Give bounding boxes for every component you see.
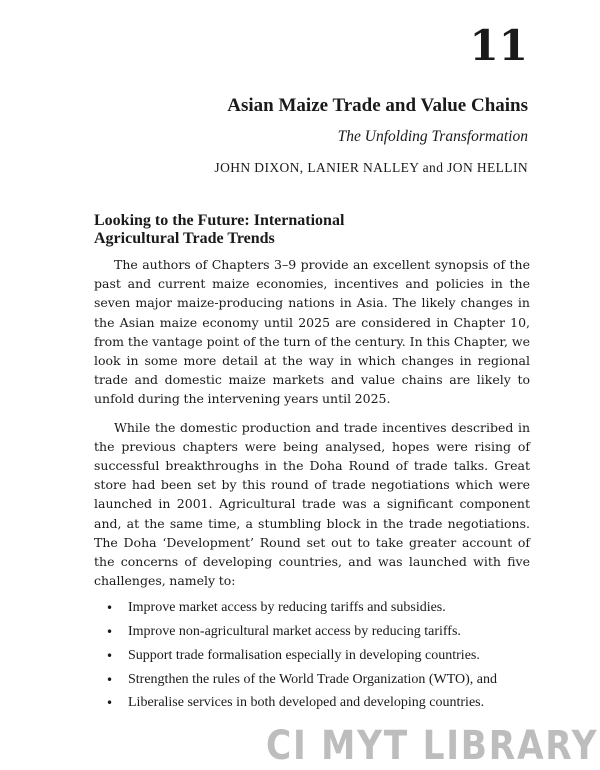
challenges-list <box>94 599 530 712</box>
library-stamp: CI MYT LIBRARY <box>266 723 599 769</box>
bullet-icon: • <box>106 672 114 687</box>
bullet-icon: • <box>106 696 114 711</box>
paragraph-2: While the domestic production and trade incentives described in the previous chapters were being analysed, hopes were rising of successful breakthroughs in the Doha Round of trade talks. Great store had been set by this round of trade negotiations which were launched in 2001. Agricultural trade was a significant component and, at the same time, a stumbling block in the trade negotiations. The Doha ‘Development’ Round set out to take greater account of the concerns of developing countries, and was launched with five challenges, namely to: <box>94 419 530 589</box>
chapter-number: 11 <box>469 21 528 70</box>
paragraph-1: The authors of Chapters 3–9 provide an excellent synopsis of the past and current maize economies, incentives and policies in the seven major maize-producing nations in Asia. The likely changes in the Asian maize economy until 2025 are considered in Chapter 10, from the vantage point of the turn of the century. In this Chapter, we look in some more detail at the way in which changes in regional trade and domestic maize markets and value chains are likely to unfold during the intervening years until 2025. <box>94 257 530 407</box>
list-item-text: Support trade formalisation especially in developing countries. <box>128 647 480 663</box>
list-item-text: Strengthen the rules of the World Trade Organization (WTO), and <box>128 671 498 687</box>
list-item <box>94 671 530 690</box>
bullet-icon: • <box>106 648 114 663</box>
bullet-icon: • <box>106 601 114 616</box>
chapter-subtitle: The Unfolding Transformation <box>337 128 528 145</box>
bullet-icon: • <box>106 625 114 640</box>
list-item <box>94 599 530 618</box>
section-heading <box>94 212 534 248</box>
body-text <box>94 255 530 718</box>
list-item <box>94 694 530 713</box>
list-item-text: Improve market access by reducing tariffs and subsidies. <box>128 600 446 616</box>
section-heading-line-1: Looking to the Future: International <box>94 212 345 229</box>
chapter-title: Asian Maize Trade and Value Chains <box>227 95 528 116</box>
list-item-text: Improve non-agricultural market access by reducing tariffs. <box>128 624 461 640</box>
list-item <box>94 623 530 642</box>
list-item <box>94 647 530 666</box>
list-item-text: Liberalise services in both developed and developing countries. <box>128 695 485 711</box>
section-heading-line-2: Agricultural Trade Trends <box>94 230 275 247</box>
chapter-authors: JOHN DIXON, LANIER NALLEY and JON HELLIN <box>214 160 528 175</box>
